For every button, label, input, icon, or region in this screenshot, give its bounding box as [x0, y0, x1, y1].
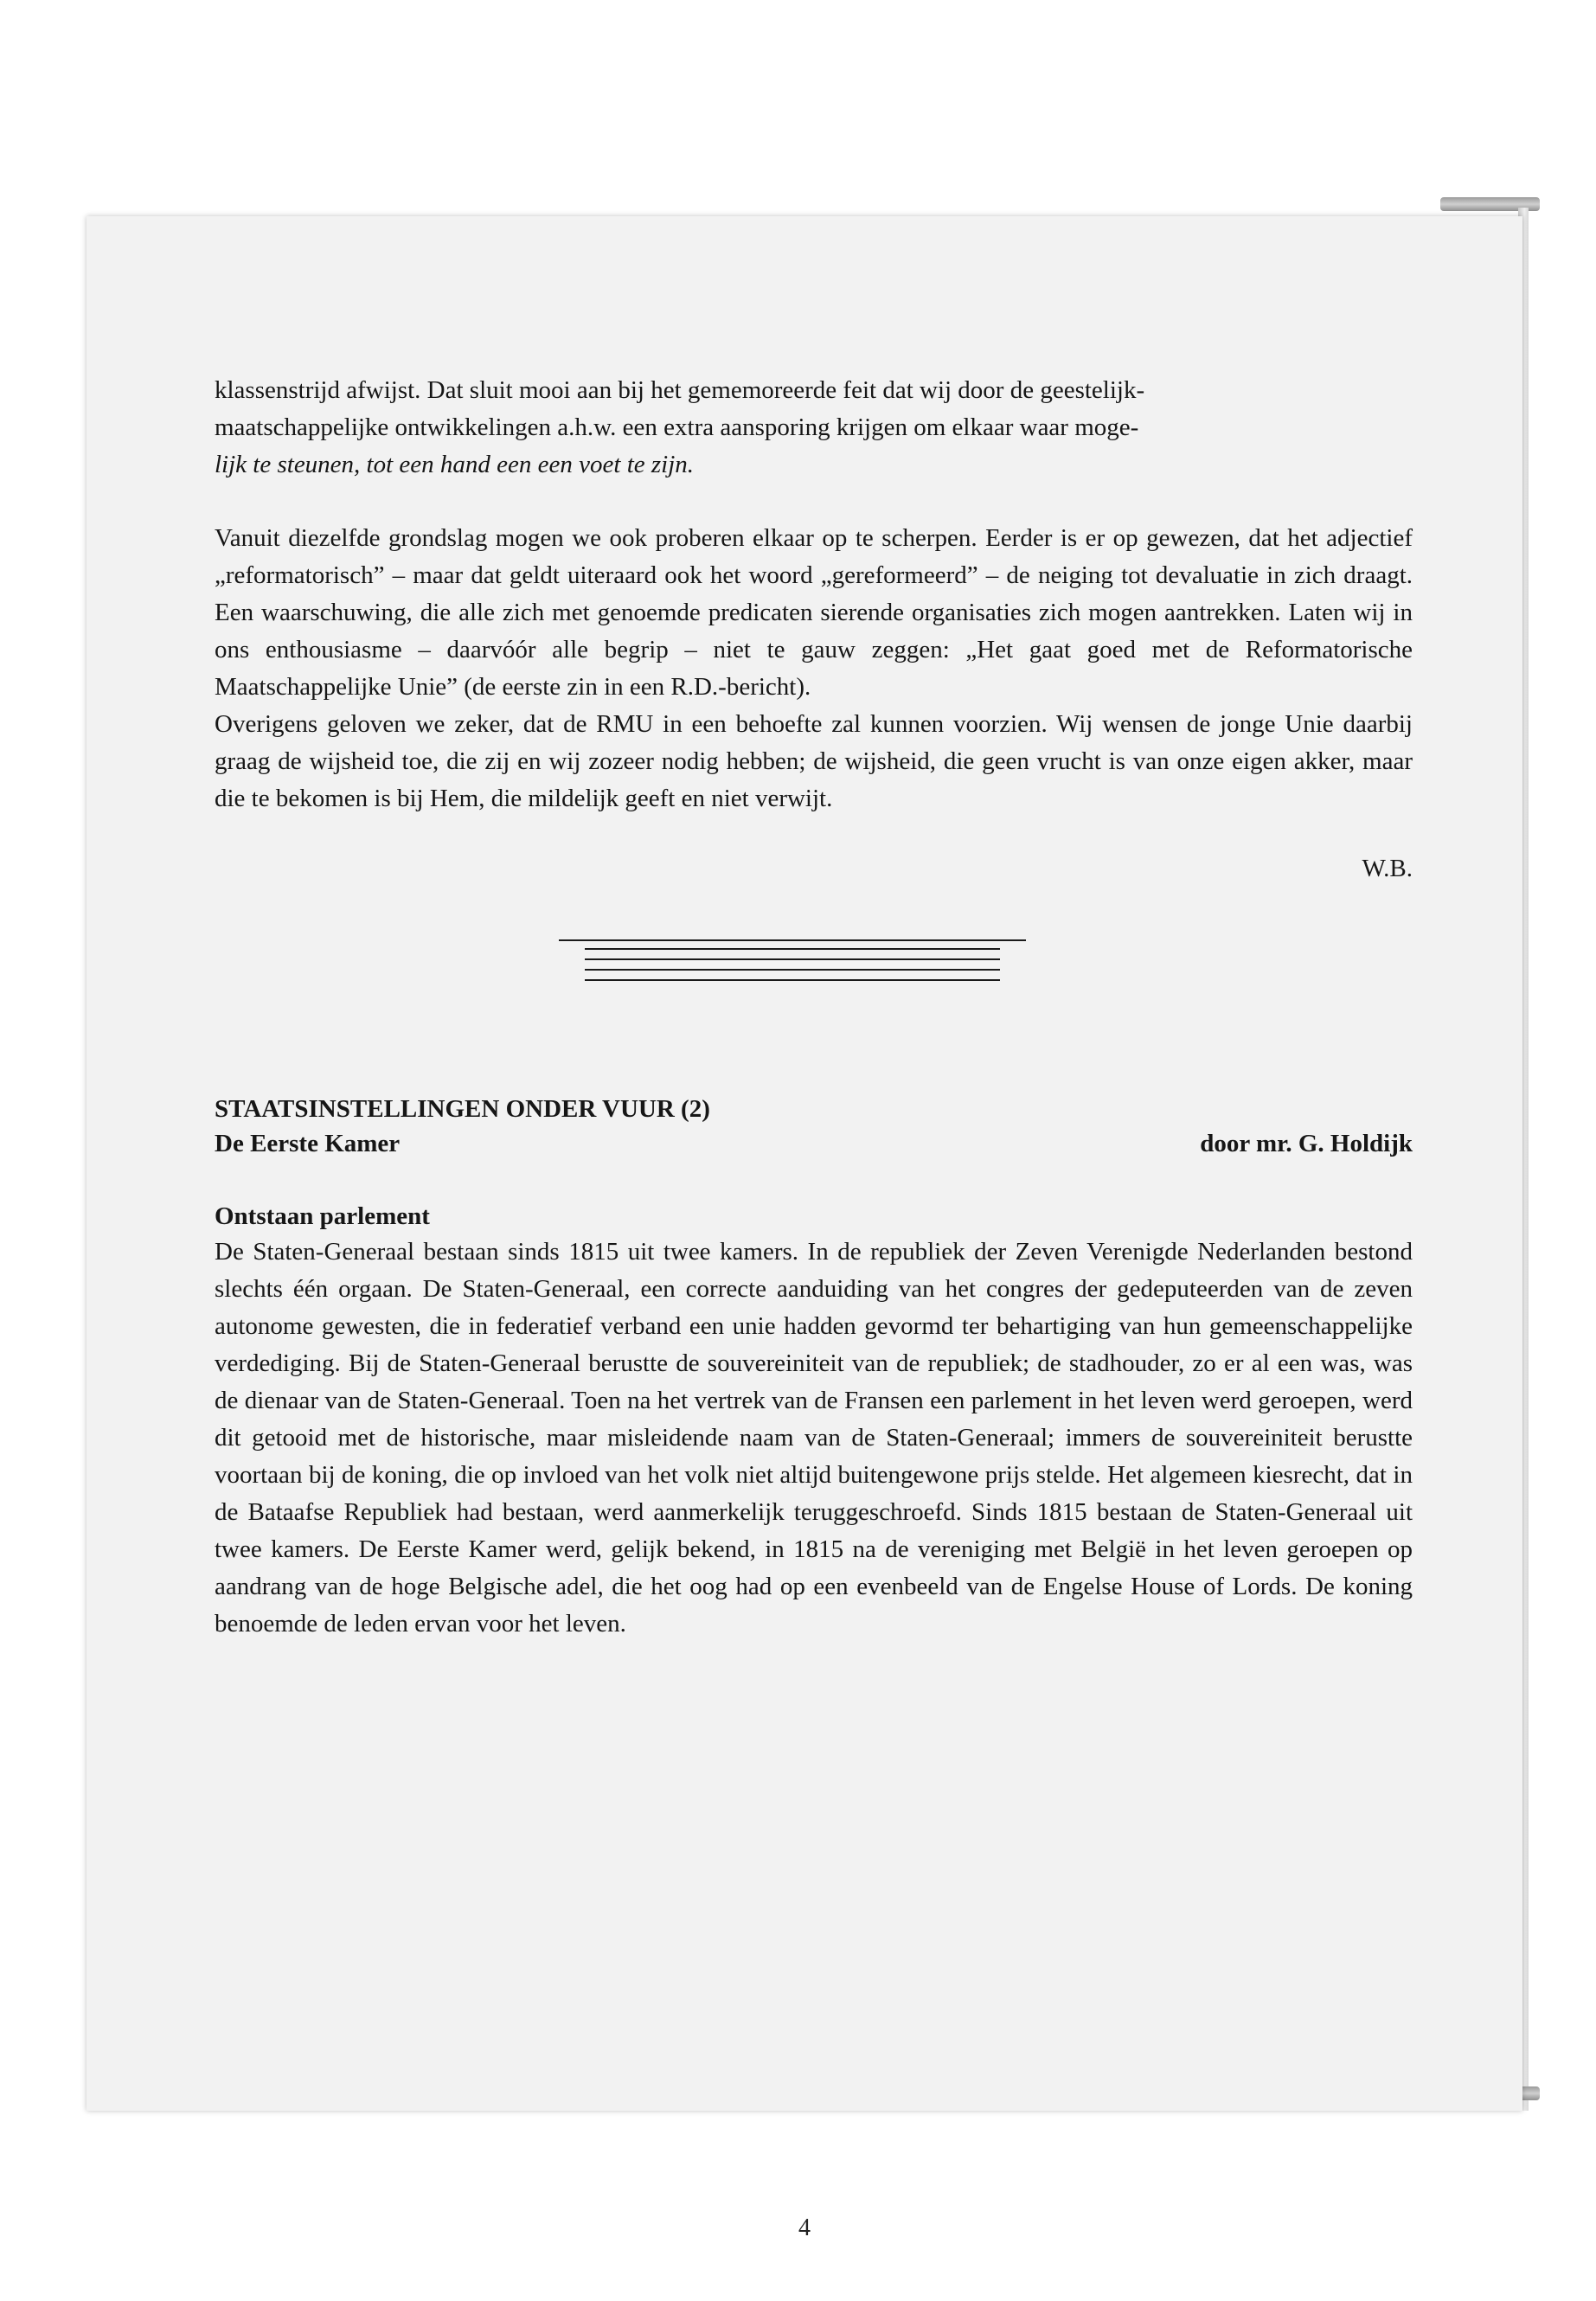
article-body: De Staten-Generaal bestaan sinds 1815 uit twee kamers. In de republiek der Zeven Verenigde Nederlanden bestond slechts één orgaan. De Staten-Generaal, een correcte aanduiding van het congres der gedeputeerden van de zeven autonome gewesten, die in federatief verband een unie hadden gevormd ter behartiging van hun gemeenschappelijke verdediging. Bij de Staten-Generaal berustte de souvereiniteit van de republiek; de stadhouder, zo er al een was, was de dienaar van de Staten-Generaal. Toen na het vertrek van de Fransen een parlement in het leven werd geroepen, werd dit getooid met de historische, maar misleidende naam van de Staten-Generaal; immers de souvereiniteit berustte voortaan bij de koning, die op invloed van het volk niet altijd buitengewone prijs stelde. Het algemeen kiesrecht, dat in de Bataafse Republiek had bestaan, werd aanmerkelijk teruggeschroefd. Sinds 1815 bestaan de Staten-Generaal uit twee kamers. De Eerste Kamer werd, gelijk bekend, in 1815 na de vereniging met België in het leven geroepen op aandrang van de hoge Belgische adel, die het oog had op een evenbeeld van de Engelse House of Lords. De koning benoemde de leden ervan voor het leven. — [215, 1238, 1413, 1638]
paragraph-gap — [215, 484, 1413, 520]
intro-line-2: maatschappelijke ontwikkelingen a.h.w. een extra aansporing krijgen om elkaar waar moge- — [215, 413, 1139, 441]
article-byline — [215, 1126, 1413, 1161]
article-title: STAATSINSTELLINGEN ONDER VUUR (2) — [215, 1095, 710, 1123]
intro-paragraph — [215, 372, 1413, 484]
article-author: door mr. G. Holdijk — [1200, 1130, 1413, 1157]
page-content — [215, 372, 1413, 1643]
intro-line-3: lijk te steunen, tot een hand een een voet te zijn. — [215, 451, 695, 478]
signature: W.B. — [1362, 855, 1413, 882]
section-divider — [559, 936, 1026, 988]
section-heading: Ontstaan parlement — [215, 1202, 430, 1230]
page-number: 4 — [798, 2214, 811, 2241]
article-subtitle: De Eerste Kamer — [215, 1130, 401, 1157]
intro-line-1: klassenstrijd afwijst. Dat sluit mooi aan bij het gememoreerde feit dat wij door de geestelijk- — [215, 376, 1145, 404]
paragraph-sharpen: Vanuit diezelfde grondslag mogen we ook proberen elkaar op te scherpen. Eerder is er op gewezen, dat het adjectief „reformatorisch” – maar dat geldt uiteraard ook het woord „gereformeerd” – de neiging tot devaluatie in zich draagt. Een waarschuwing, die alle zich met genoemde predicaten sierende organisaties zich mogen aantrekken. Laten wij in ons enthousiasme – daarvóór alle begrip – niet te gauw zeggen: „Het gaat goed met de Reformatorische Maatschappelijke Unie” (de eerste zin in een R.D.-bericht). — [215, 524, 1413, 701]
paragraph-rmu: Overigens geloven we zeker, dat de RMU in een behoefte zal kunnen voorzien. Wij wensen de jonge Unie daarbij graag de wijsheid toe, die zij en wij zozeer nodig hebben; de wijsheid, die geen vrucht is van onze eigen akker, maar die te bekomen is bij Hem, die mildelijk geeft en niet verwijt. — [215, 710, 1413, 812]
